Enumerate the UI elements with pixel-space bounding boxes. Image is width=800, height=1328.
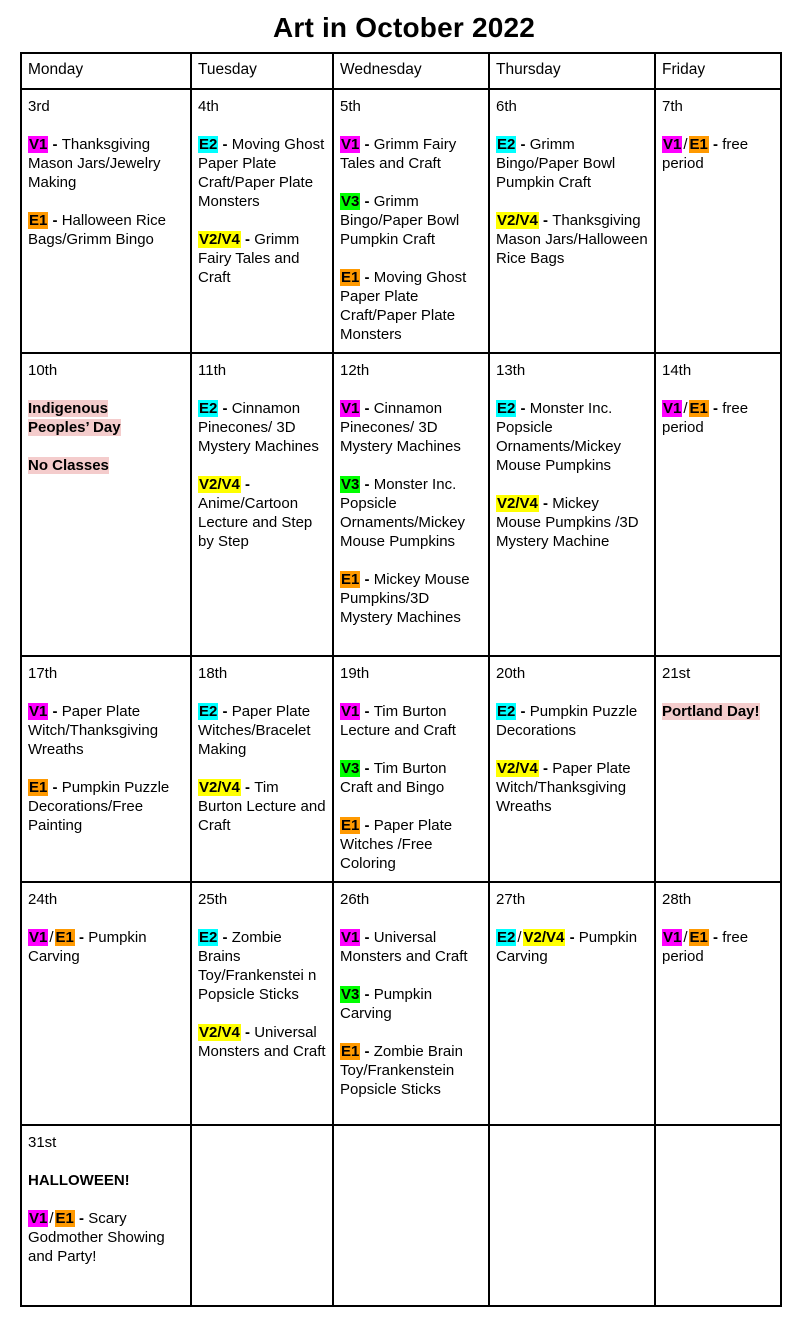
activity-text: Pumpkin Puzzle Decorations/Free Painting [28, 779, 170, 834]
class-tag: V3 [341, 986, 360, 1003]
day-cell-13 [488, 352, 654, 570]
class-entry: E1 - Halloween Rice Bags/Grimm Bingo [28, 212, 166, 248]
class-entry: V1 / E1 - free period [662, 136, 749, 172]
day-cell-18 [190, 655, 332, 854]
day-number: 7th [662, 98, 683, 115]
class-tag: E1 [341, 571, 360, 588]
class-tag: E1 [341, 1043, 360, 1060]
activity-text: Paper Plate Witches /Free Coloring [340, 817, 453, 872]
class-entry: V1 - Cinnamon Pinecones/ 3D Mystery Machines [340, 400, 461, 455]
class-tag: V1 [29, 929, 48, 946]
class-entry: V1 - Universal Monsters and Craft [340, 929, 468, 965]
activity-text: Universal Monsters and Craft [198, 1024, 326, 1060]
class-tag: V2/V4 [199, 476, 240, 493]
activity-text: free period [662, 136, 749, 172]
activity-text: Tim Burton Lecture and Craft [198, 779, 326, 834]
activity-text: Grimm Bingo/Paper Bowl Pumpkin Craft [496, 136, 616, 191]
class-tag: E1 [689, 929, 708, 946]
class-entry: V1 - Tim Burton Lecture and Craft [340, 703, 456, 739]
day-number: 3rd [28, 98, 50, 115]
class-entry: V2/V4 - Anime/Cartoon Lecture and Step by Step [198, 476, 313, 550]
header-friday: Friday [662, 61, 706, 78]
day-number: 4th [198, 98, 219, 115]
day-number: 25th [198, 891, 228, 908]
day-number: 6th [496, 98, 517, 115]
class-entry: E2 - Cinnamon Pinecones/ 3D Mystery Machines [198, 400, 319, 455]
header-wednesday: Wednesday [340, 61, 422, 78]
holiday-label: Portland Day! [662, 703, 760, 720]
class-tag: E2 [497, 400, 516, 417]
activity-text: Cinnamon Pinecones/ 3D Mystery Machines [340, 400, 461, 455]
header-monday: Monday [28, 61, 84, 78]
class-tag: V3 [341, 760, 360, 777]
class-entry: E2 - Grimm Bingo/Paper Bowl Pumpkin Craft [496, 136, 616, 191]
activity-text: Mickey Mouse Pumpkins /3D Mystery Machine [496, 495, 639, 550]
activity-text: Pumpkin Puzzle Decorations [496, 703, 638, 739]
activity-text: free period [662, 400, 749, 436]
class-tag: E1 [689, 400, 708, 417]
class-tag: E2 [497, 703, 516, 720]
day-cell-28 [654, 881, 780, 985]
activity-text: Tim Burton Craft and Bingo [340, 760, 447, 796]
day-number: 10th [28, 362, 58, 379]
activity-text: Paper Plate Witch/Thanksgiving Wreaths [496, 760, 631, 815]
class-tag: V1 [29, 136, 48, 153]
class-tag: V2/V4 [497, 760, 538, 777]
header-thursday: Thursday [496, 61, 561, 78]
activity-text: Paper Plate Witches/Bracelet Making [198, 703, 311, 758]
class-tag: V2/V4 [199, 779, 240, 796]
class-entry: V1 - Thanksgiving Mason Jars/Jewelry Making [28, 136, 161, 191]
activity-text: Grimm Fairy Tales and Craft [198, 231, 300, 286]
halloween-label: HALLOWEEN! [28, 1172, 130, 1189]
class-tag: E1 [689, 136, 708, 153]
class-tag: E1 [341, 817, 360, 834]
activity-text: Scary Godmother Showing and Party! [28, 1210, 165, 1265]
day-cell-19 [332, 655, 488, 892]
class-tag: V2/V4 [497, 212, 538, 229]
day-number: 11th [198, 362, 227, 379]
day-cell-21 [654, 655, 780, 740]
class-entry: V3 - Pumpkin Carving [340, 986, 433, 1022]
class-tag: E2 [497, 929, 516, 946]
class-entry: V1 / E1 - Scary Godmother Showing and Party! [28, 1210, 165, 1265]
class-entry: V1 / E1 - free period [662, 929, 749, 965]
class-tag: E1 [341, 269, 360, 286]
class-tag: V1 [341, 136, 360, 153]
day-number: 26th [340, 891, 370, 908]
day-number: 28th [662, 891, 692, 908]
day-cell-26 [332, 881, 488, 1118]
day-cell-14 [654, 352, 780, 456]
day-number: 12th [340, 362, 370, 379]
class-entry: V1 / E1 - Pumpkin Carving [28, 929, 147, 965]
holiday-entry [28, 399, 140, 437]
class-tag: V1 [341, 400, 360, 417]
class-tag: V2/V4 [497, 495, 538, 512]
class-entry: V2/V4 - Mickey Mouse Pumpkins /3D Mystery Machine [496, 495, 639, 550]
day-cell-11 [190, 352, 332, 570]
activity-text: Thanksgiving Mason Jars/Halloween Rice Bags [496, 212, 648, 267]
activity-text: Halloween Rice Bags/Grimm Bingo [28, 212, 166, 248]
class-entry: V1 - Grimm Fairy Tales and Craft [340, 136, 457, 172]
day-cell-3 [20, 88, 190, 268]
activity-text: Moving Ghost Paper Plate Craft/Paper Plate Monsters [340, 269, 467, 343]
day-cell-20 [488, 655, 654, 835]
class-tag: V1 [29, 1210, 48, 1227]
class-tag: E1 [55, 1210, 74, 1227]
class-entry: E2 - Paper Plate Witches/Bracelet Making [198, 703, 311, 758]
activity-text: Zombie Brain Toy/Frankenstein Popsicle Sticks [340, 1043, 463, 1098]
activity-text: Zombie Brains Toy/Frankenstei n Popsicle Sticks [198, 929, 317, 1003]
calendar-title: Art in October 2022 [272, 12, 536, 43]
day-number: 20th [496, 665, 526, 682]
day-cell-5 [332, 88, 488, 363]
class-tag: V3 [341, 193, 360, 210]
class-tag: E1 [55, 929, 74, 946]
class-tag: V1 [341, 929, 360, 946]
class-entry: E1 - Pumpkin Puzzle Decorations/Free Painting [28, 779, 170, 834]
class-tag: E2 [199, 136, 218, 153]
activity-text: Pumpkin Carving [496, 929, 638, 965]
day-number: 5th [340, 98, 361, 115]
class-entry: V3 - Tim Burton Craft and Bingo [340, 760, 447, 796]
activity-text: Monster Inc. Popsicle Ornaments/Mickey Mouse Pumpkins [496, 400, 622, 474]
day-number: 13th [496, 362, 526, 379]
class-entry: V2/V4 - Grimm Fairy Tales and Craft [198, 231, 300, 286]
class-entry: E2 - Pumpkin Puzzle Decorations [496, 703, 638, 739]
class-tag: V1 [341, 703, 360, 720]
day-cell-10 [20, 352, 190, 494]
day-cell-6 [488, 88, 654, 287]
day-cell-25 [190, 881, 332, 1080]
class-tag: E2 [199, 703, 218, 720]
class-entry: V1 / E1 - free period [662, 400, 749, 436]
day-cell-7 [654, 88, 780, 192]
class-entry: E1 - Moving Ghost Paper Plate Craft/Paper Plate Monsters [340, 269, 467, 343]
activity-text: Thanksgiving Mason Jars/Jewelry Making [28, 136, 161, 191]
holiday-label: Indigenous Peoples’ Day [28, 400, 121, 436]
activity-text: free period [662, 929, 749, 965]
class-entry: V2/V4 - Tim Burton Lecture and Craft [198, 779, 326, 834]
class-entry: E1 - Mickey Mouse Pumpkins/3D Mystery Machines [340, 571, 470, 626]
class-tag: V1 [663, 929, 682, 946]
class-tag: V3 [341, 476, 360, 493]
calendar-grid [20, 52, 782, 1306]
day-cell-27 [488, 881, 654, 985]
class-entry: V3 - Monster Inc. Popsicle Ornaments/Mickey Mouse Pumpkins [340, 476, 466, 550]
class-tag: V2/V4 [523, 929, 565, 946]
class-entry: V2/V4 - Thanksgiving Mason Jars/Halloween Rice Bags [496, 212, 648, 267]
class-entry: E2 / V2/V4 - Pumpkin Carving [496, 929, 638, 965]
class-tag: V2/V4 [199, 1024, 240, 1041]
class-tag: E1 [29, 212, 48, 229]
day-cell-31 [20, 1124, 190, 1285]
class-tag: E1 [29, 779, 48, 796]
class-entry: V3 - Grimm Bingo/Paper Bowl Pumpkin Craft [340, 193, 460, 248]
class-entry: V2/V4 - Paper Plate Witch/Thanksgiving Wreaths [496, 760, 631, 815]
activity-text: Grimm Bingo/Paper Bowl Pumpkin Craft [340, 193, 460, 248]
activity-text: Universal Monsters and Craft [340, 929, 468, 965]
day-number: 17th [28, 665, 58, 682]
day-number: 24th [28, 891, 58, 908]
class-tag: E2 [199, 929, 218, 946]
activity-text: Grimm Fairy Tales and Craft [340, 136, 457, 172]
day-number: 18th [198, 665, 228, 682]
class-entry: V1 - Paper Plate Witch/Thanksgiving Wreaths [28, 703, 159, 758]
activity-text: Mickey Mouse Pumpkins/3D Mystery Machines [340, 571, 470, 626]
class-entry: E2 - Moving Ghost Paper Plate Craft/Paper Plate Monsters [198, 136, 325, 210]
day-number: 19th [340, 665, 370, 682]
no-classes-note: No Classes [28, 457, 109, 474]
holiday-entry [662, 702, 774, 721]
day-cell-12 [332, 352, 488, 646]
class-entry: V2/V4 - Universal Monsters and Craft [198, 1024, 326, 1060]
activity-text: Moving Ghost Paper Plate Craft/Paper Plate Monsters [198, 136, 325, 210]
note-entry [28, 456, 184, 475]
day-number: 14th [662, 362, 692, 379]
class-tag: V2/V4 [199, 231, 240, 248]
day-number: 31st [28, 1134, 57, 1151]
day-number: 27th [496, 891, 526, 908]
class-entry: E1 - Paper Plate Witches /Free Coloring [340, 817, 453, 872]
class-entry: E1 - Zombie Brain Toy/Frankenstein Popsicle Sticks [340, 1043, 463, 1098]
header-tuesday: Tuesday [198, 61, 257, 78]
activity-text: Cinnamon Pinecones/ 3D Mystery Machines [198, 400, 319, 455]
day-number: 21st [662, 665, 691, 682]
class-tag: V1 [663, 136, 682, 153]
day-cell-17 [20, 655, 190, 854]
class-entry: E2 - Monster Inc. Popsicle Ornaments/Mickey Mouse Pumpkins [496, 400, 622, 474]
class-tag: V1 [663, 400, 682, 417]
activity-text: Anime/Cartoon Lecture and Step by Step [198, 495, 313, 550]
class-tag: E2 [497, 136, 516, 153]
activity-text: Pumpkin Carving [28, 929, 147, 965]
class-tag: V1 [29, 703, 48, 720]
activity-text: Monster Inc. Popsicle Ornaments/Mickey Mouse Pumpkins [340, 476, 466, 550]
activity-text: Paper Plate Witch/Thanksgiving Wreaths [28, 703, 159, 758]
day-cell-4 [190, 88, 332, 306]
class-entry: E2 - Zombie Brains Toy/Frankenstei n Popsicle Sticks [198, 929, 317, 1003]
activity-text: Tim Burton Lecture and Craft [340, 703, 456, 739]
activity-text: Pumpkin Carving [340, 986, 433, 1022]
class-tag: E2 [199, 400, 218, 417]
day-cell-24 [20, 881, 190, 985]
